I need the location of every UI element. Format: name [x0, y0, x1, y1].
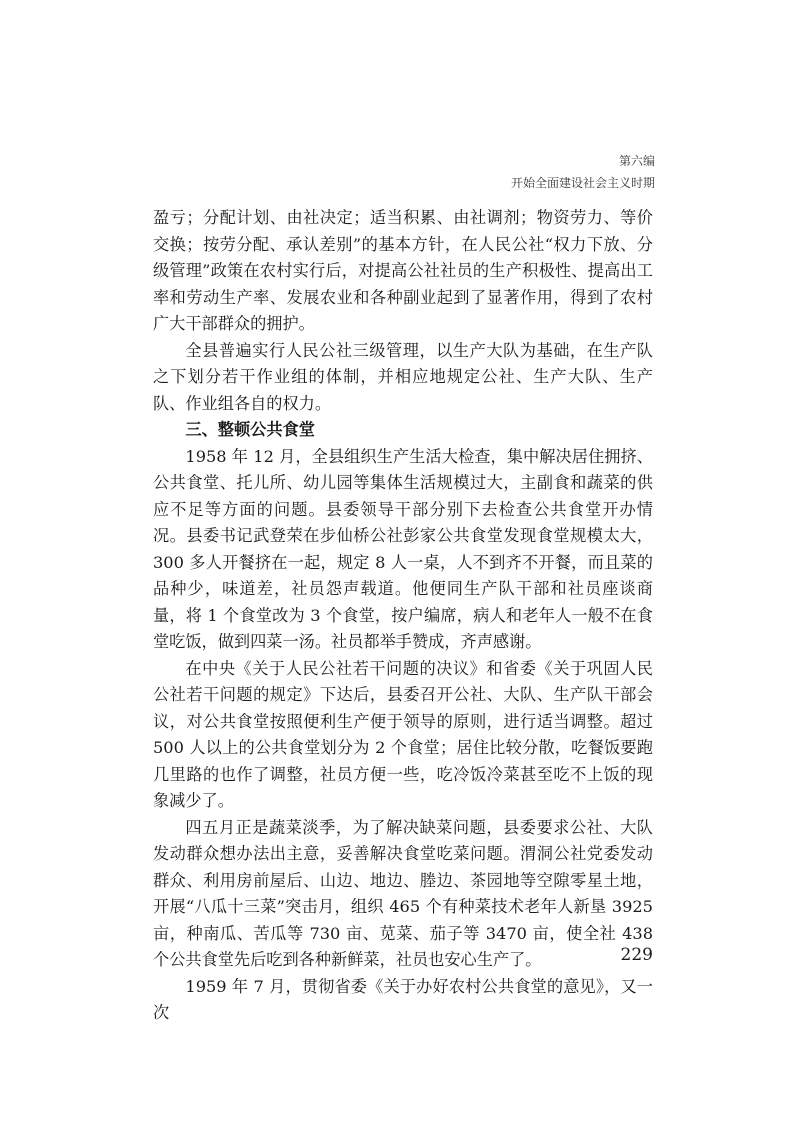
running-head [511, 150, 655, 194]
body-text [153, 205, 653, 1027]
section-heading: 三、整顿公共食堂 [185, 420, 315, 439]
paragraph: 四五月正是蔬菜淡季，为了解决缺菜问题，县委要求公社、大队发动群众想办法出主意，妥善解决食堂吃菜问题。渭洞公社党委发动群众、利用房前屋后、山边、地边、塍边、茶园地等空隙零星土地，开展“八瓜十三菜”突击月，组织 465 个有种菜技术老年人新垦 3925 亩，种南瓜、苦瓜等 730 亩、苋菜、茄子等 3470 亩，使全社 438 个公共食堂先后吃到各种新鲜菜，社员也安心生产了。 [153, 817, 653, 969]
part-label: 第六编 [618, 154, 655, 168]
page-number: 229 [620, 945, 653, 965]
paragraph: 1958 年 12 月，全县组织生产生活大检查，集中解决居住拥挤、公共食堂、托儿所、幼儿园等集体生活规模过大，主副食和蔬菜的供应不足等方面的问题。县委领导干部分别下去检查公共食堂开办情况。县委书记武登荣在步仙桥公社彭家公共食堂发现食堂规模太大，300 多人开餐挤在一起，规定 8 人一桌，人不到齐不开餐，而且菜的品种少，味道差，社员怨声载道。他便同生产队干部和社员座谈商量，将 1 个食堂改为 3 个食堂，按户编席，病人和老年人一般不在食堂吃饭，做到四菜一汤。社员都举手赞成，齐声感谢。 [153, 446, 653, 651]
paragraph-continued: 盈亏；分配计划、由社决定；适当积累、由社调剂；物资劳力、等价交换；按劳分配、承认差别”的基本方针，在人民公社“权力下放、分级管理”政策在农村实行后，对提高公社社员的生产积极性、提高出工率和劳动生产率、发展农业和各种副业起到了显著作用，得到了农村广大干部群众的拥护。 [153, 208, 653, 333]
paragraph: 在中央《关于人民公社若干问题的决议》和省委《关于巩固人民公社若干问题的规定》下达后，县委召开公社、大队、生产队干部会议，对公共食堂按照便利生产便于领导的原则，进行适当调整。超过 500 人以上的公共食堂划分为 2 个食堂；居住比较分散，吃餐饭要跑几里路的也作了调整，社员方便一些，吃冷饭冷菜甚至吃不上饭的现象减少了。 [153, 658, 653, 810]
paragraph: 全县普遍实行人民公社三级管理，以生产大队为基础，在生产队之下划分若干作业组的体制，并相应地规定公社、生产大队、生产队、作业组各自的权力。 [153, 340, 653, 413]
part-title: 开始全面建设社会主义时期 [510, 176, 655, 190]
paragraph: 1959 年 7 月，贯彻省委《关于办好农村公共食堂的意见》，又一次 [153, 976, 653, 1022]
